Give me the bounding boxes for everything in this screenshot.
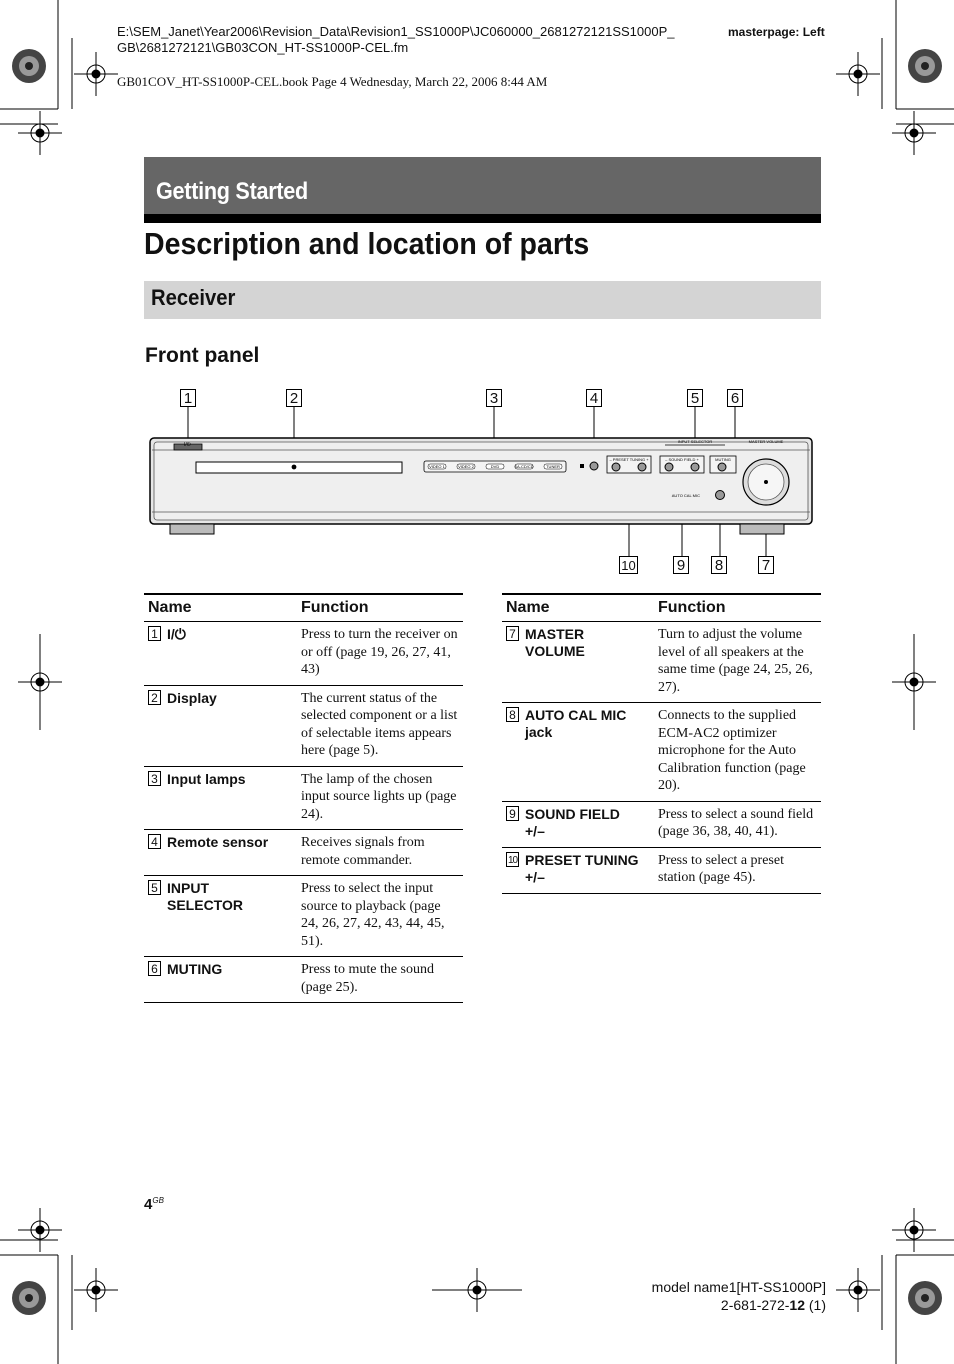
file-path-line2: GB\2681272121\GB03CON_HT-SS1000P-CEL.fm xyxy=(117,40,409,55)
table-row xyxy=(144,685,463,766)
row-name: PRESET TUNING +/– xyxy=(525,851,639,885)
file-path xyxy=(117,24,674,56)
callout-10: 10 xyxy=(619,556,638,574)
row-function: Press to turn the receiver on or off (page 19, 26, 27, 41, 43) xyxy=(297,622,463,686)
callout-6: 6 xyxy=(727,389,743,407)
row-function: Press to select a preset station (page 45). xyxy=(654,847,821,893)
preset-tuning-label: – PRESET TUNING + xyxy=(609,457,649,462)
muting-label: MUTING xyxy=(715,457,731,462)
row-name: Input lamps xyxy=(167,770,246,787)
row-number: 6 xyxy=(148,961,161,976)
chapter-title: Getting Started xyxy=(156,178,308,205)
svg-text:I/⏻: I/⏻ xyxy=(184,442,191,448)
sound-field-label: – SOUND FIELD + xyxy=(665,457,699,462)
masterpage-label: masterpage: Left xyxy=(728,25,825,39)
table-row xyxy=(144,766,463,830)
callout-1: 1 xyxy=(180,389,196,407)
parts-table-right xyxy=(502,593,821,894)
row-number: 3 xyxy=(148,771,161,786)
section-bar xyxy=(144,281,821,319)
callout-2: 2 xyxy=(286,389,302,407)
page-suffix: GB xyxy=(152,1196,164,1205)
table-row xyxy=(502,703,821,802)
parts-table-left xyxy=(144,593,463,1003)
page-number xyxy=(144,1196,164,1213)
page-number-value: 4 xyxy=(144,1196,153,1213)
row-name: INPUT SELECTOR xyxy=(167,880,243,913)
table-row xyxy=(144,830,463,876)
row-function: Press to mute the sound (page 25). xyxy=(297,957,463,1003)
input-lamp-sacd: SA-CD/CD xyxy=(514,464,534,469)
row-number: 5 xyxy=(148,880,161,895)
callout-8: 8 xyxy=(711,556,727,574)
table-row xyxy=(144,876,463,957)
table-row xyxy=(144,622,463,686)
row-function: Receives signals from remote commander. xyxy=(297,830,463,876)
row-number: 10 xyxy=(506,852,519,867)
banner-rule xyxy=(144,214,821,223)
col-name-header: Name xyxy=(502,594,654,622)
row-function: Press to select the input source to playback (page 24, 26, 27, 42, 43, 44, 45, 51). xyxy=(297,876,463,957)
row-name: AUTO CAL MIC jack xyxy=(525,707,627,740)
input-lamp-video1: VIDEO 1 xyxy=(429,464,445,469)
auto-cal-mic-label: AUTO CAL MIC xyxy=(671,493,700,498)
table-row xyxy=(502,622,821,703)
row-name: SOUND FIELD +/– xyxy=(525,805,620,839)
row-number: 7 xyxy=(506,626,519,641)
part-code-prefix: 2-681-272- xyxy=(720,1297,790,1313)
callout-7: 7 xyxy=(758,556,774,574)
row-function: The current status of the selected component or a list of selectable items appears here (page 5). xyxy=(297,685,463,766)
part-code-bold: 12 xyxy=(789,1297,805,1313)
row-name: MASTER VOLUME xyxy=(525,626,585,659)
file-path-line1: E:\SEM_Janet\Year2006\Revision_Data\Revision1_SS1000P\JC060000_2681272121SS1000P_ xyxy=(117,24,675,39)
row-name: MUTING xyxy=(167,961,223,977)
row-number: 1 xyxy=(148,626,161,641)
subsection-title: Front panel xyxy=(145,344,260,367)
callout-9: 9 xyxy=(673,556,689,574)
part-code xyxy=(652,1296,826,1314)
book-info-line: GB01COV_HT-SS1000P-CEL.book Page 4 Wednesday, March 22, 2006 8:44 AM xyxy=(117,74,548,89)
callout-4: 4 xyxy=(586,389,602,407)
row-number: 8 xyxy=(506,707,519,722)
table-row xyxy=(144,957,463,1003)
row-function: Connects to the supplied ECM-AC2 optimizer microphone for the Auto Calibration function (page 20). xyxy=(654,703,821,802)
input-selector-label: INPUT SELECTOR xyxy=(677,439,713,444)
input-lamp-dvd: DVD xyxy=(490,464,500,469)
footer-model-info xyxy=(652,1278,826,1314)
input-lamp-tuner: TUNER xyxy=(546,464,560,469)
row-function: Turn to adjust the volume level of all speakers at the same time (page 24, 25, 26, 27). xyxy=(654,622,821,703)
callout-5: 5 xyxy=(687,389,703,407)
row-name: Display xyxy=(167,689,217,706)
section-title: Receiver xyxy=(151,285,236,310)
table-row xyxy=(502,847,821,893)
row-number: 9 xyxy=(506,806,519,821)
col-function-header: Function xyxy=(297,594,463,622)
model-name: model name1[HT-SS1000P] xyxy=(651,1279,826,1295)
table-row xyxy=(502,801,821,847)
receiver-front-panel-illustration xyxy=(140,400,830,560)
col-function-header: Function xyxy=(654,594,821,622)
input-lamp-video2: VIDEO 2 xyxy=(458,464,474,469)
row-name: Remote sensor xyxy=(167,834,269,850)
col-name-header: Name xyxy=(144,594,297,622)
part-code-suffix: (1) xyxy=(805,1297,826,1313)
row-number: 4 xyxy=(148,834,161,849)
callout-3: 3 xyxy=(486,389,502,407)
row-function: Press to select a sound field (page 36, 38, 40, 41). xyxy=(654,801,821,847)
row-number: 2 xyxy=(148,690,161,705)
row-name: I/⏻ xyxy=(167,626,186,642)
row-function: The lamp of the chosen input source lights up (page 24). xyxy=(297,766,463,830)
page-title: Description and location of parts xyxy=(144,226,590,261)
master-volume-label: MASTER VOLUME xyxy=(748,439,784,444)
